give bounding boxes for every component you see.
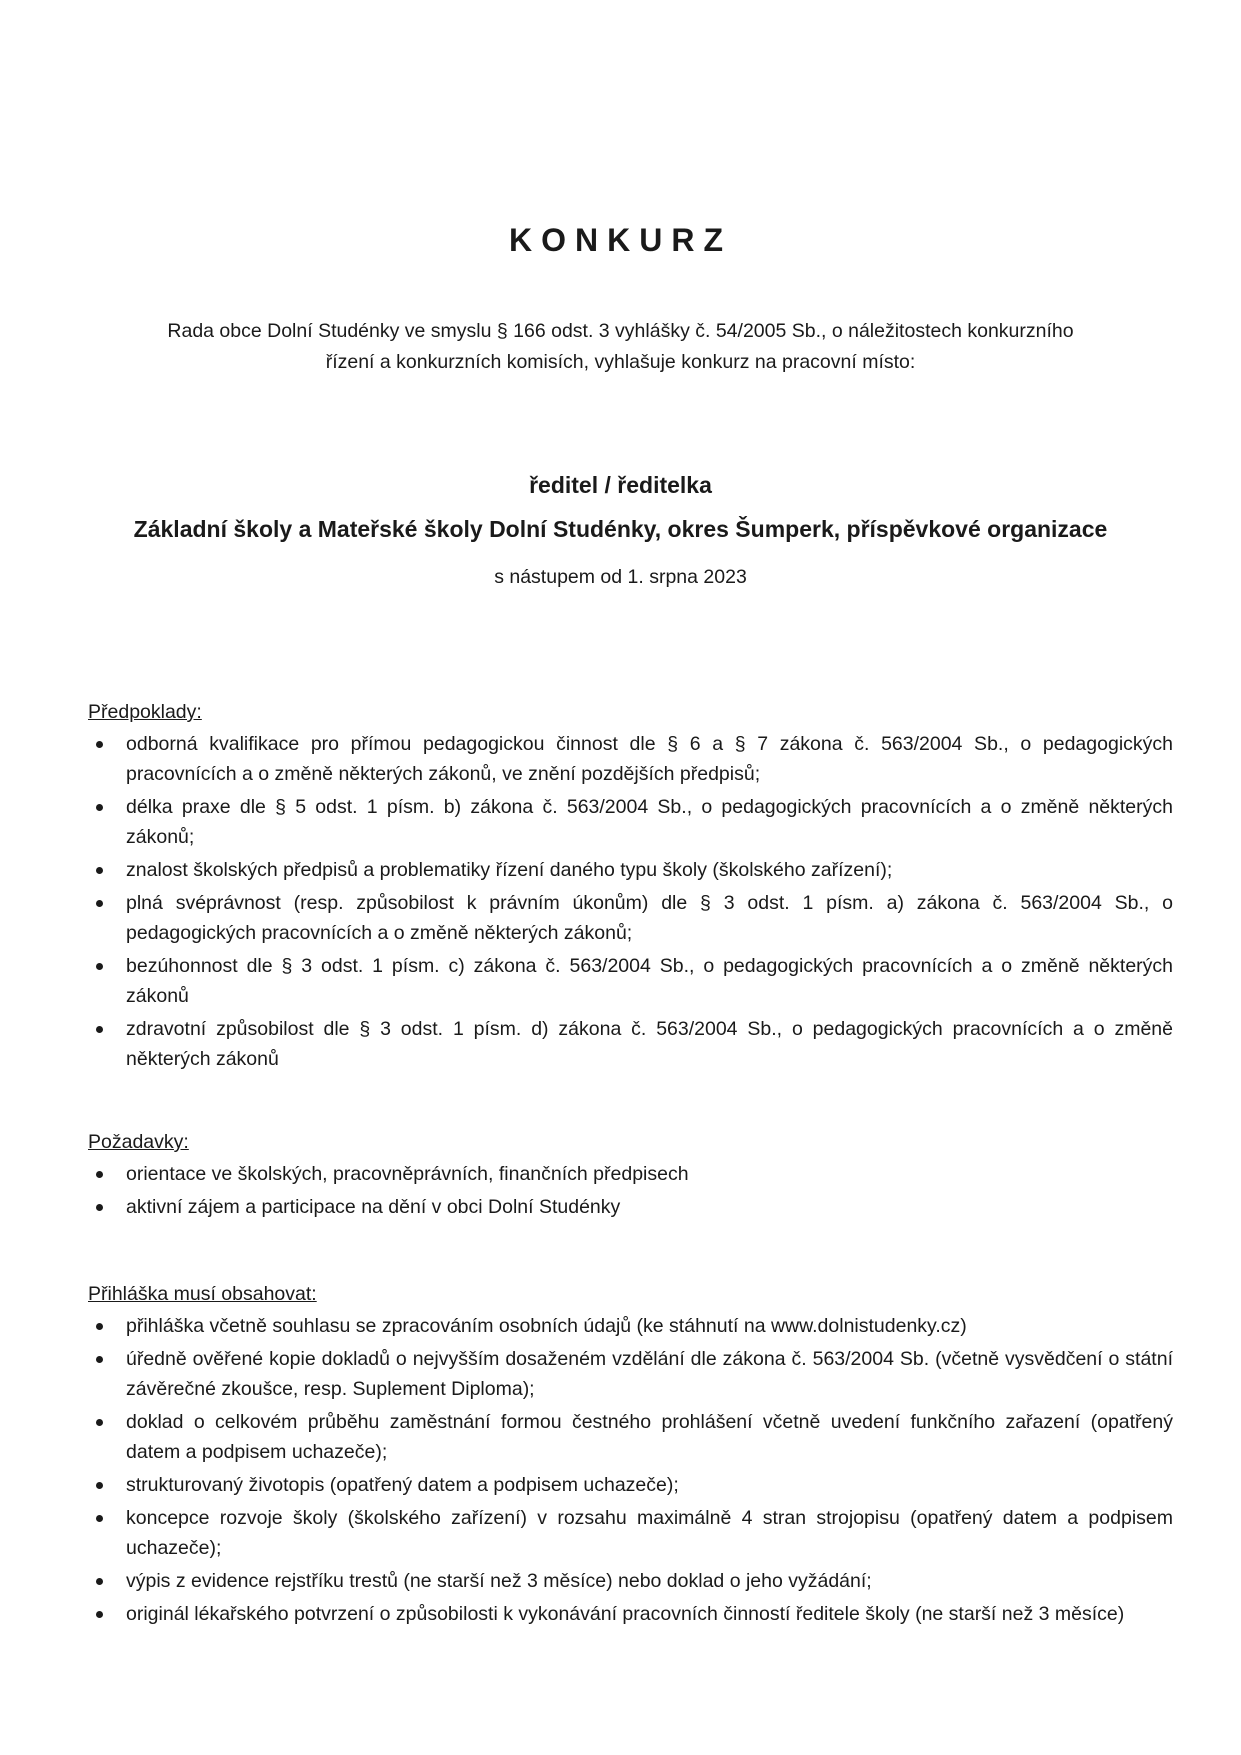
bullet-icon <box>96 1482 103 1489</box>
list-item-text: originál lékařského potvrzení o způsobilosti k vykonávání pracovních činností ředitele školy (ne starší než 3 měsíce) <box>126 1603 1125 1625</box>
list-item <box>88 1311 1173 1341</box>
bullet-icon <box>96 1204 103 1211</box>
start-date: s nástupem od 1. srpna 2023 <box>494 566 747 588</box>
list-item-text: bezúhonnost dle § 3 odst. 1 písm. c) zákona č. 563/2004 Sb., o pedagogických pracovnících a o změně některých zákonů <box>126 955 1173 1007</box>
bullet-icon <box>96 963 103 970</box>
list-item <box>88 1407 1173 1467</box>
bullet-icon <box>96 1611 103 1618</box>
list-item <box>88 729 1173 789</box>
list-item-text: orientace ve školských, pracovněprávních, finančních předpisech <box>126 1163 689 1185</box>
section-pozadavky <box>88 1127 1173 1225</box>
list-item <box>88 1566 1173 1596</box>
list-item-text: strukturovaný životopis (opatřený datem a podpisem uchazeče); <box>126 1474 679 1496</box>
list-item <box>88 1599 1173 1629</box>
bullet-icon <box>96 1171 103 1178</box>
list-item <box>88 1470 1173 1500</box>
document-title: KONKURZ <box>509 222 732 258</box>
intro-line-1: Rada obce Dolní Studénky ve smyslu § 166 odst. 3 vyhlášky č. 54/2005 Sb., o náležitostech konkurzního <box>167 320 1074 342</box>
bullet-icon <box>96 741 103 748</box>
list-item <box>88 1192 1173 1222</box>
list-item-text: přihláška včetně souhlasu se zpracováním osobních údajů (ke stáhnutí na www.dolnistudenky.cz) <box>126 1315 967 1337</box>
bullet-icon <box>96 1419 103 1426</box>
list-item-text: úředně ověřené kopie dokladů o nejvyšším dosaženém vzdělání dle zákona č. 563/2004 Sb. (včetně vysvědčení o státní závěrečné zkoušce, resp. Suplement Diploma); <box>126 1348 1173 1400</box>
section-heading: Přihláška musí obsahovat: <box>88 1283 317 1305</box>
predpoklady-list <box>88 729 1173 1074</box>
position-title: ředitel / ředitelka <box>529 472 712 498</box>
section-prihlaska <box>88 1279 1173 1632</box>
bullet-icon <box>96 804 103 811</box>
intro-paragraph <box>100 316 1141 378</box>
list-item-text: doklad o celkovém průběhu zaměstnání formou čestného prohlášení včetně uvedení funkčního zařazení (opatřený datem a podpisem uchazeče); <box>126 1411 1173 1463</box>
bullet-icon <box>96 867 103 874</box>
list-item-text: znalost školských předpisů a problematiky řízení daného typu školy (školského zařízení); <box>126 859 893 881</box>
bullet-icon <box>96 1356 103 1363</box>
section-predpoklady <box>88 697 1173 1077</box>
prihlaska-list <box>88 1311 1173 1629</box>
list-item-text: plná svéprávnost (resp. způsobilost k právním úkonům) dle § 3 odst. 1 písm. a) zákona č. 563/2004 Sb., o pedagogických pracovnících a o změně některých zákonů; <box>126 892 1173 944</box>
intro-line-2: řízení a konkurzních komisích, vyhlašuje konkurz na pracovní místo: <box>325 351 916 373</box>
section-heading: Požadavky: <box>88 1131 189 1153</box>
list-item <box>88 1503 1173 1563</box>
bullet-icon <box>96 1578 103 1585</box>
bullet-icon <box>96 900 103 907</box>
list-item-text: odborná kvalifikace pro přímou pedagogickou činnost dle § 6 a § 7 zákona č. 563/2004 Sb., o pedagogických pracovnících a o změně některých zákonů, ve znění pozdějších předpisů; <box>126 733 1173 785</box>
list-item <box>88 1159 1173 1189</box>
list-item-text: aktivní zájem a participace na dění v obci Dolní Studénky <box>126 1196 621 1218</box>
list-item <box>88 951 1173 1011</box>
bullet-icon <box>96 1323 103 1330</box>
list-item-text: koncepce rozvoje školy (školského zařízení) v rozsahu maximálně 4 stran strojopisu (opatřený datem a podpisem uchazeče); <box>126 1507 1173 1559</box>
bullet-icon <box>96 1515 103 1522</box>
list-item <box>88 792 1173 852</box>
list-item <box>88 855 1173 885</box>
list-item-text: zdravotní způsobilost dle § 3 odst. 1 písm. d) zákona č. 563/2004 Sb., o pedagogických pracovnících a o změně některých zákonů <box>126 1018 1173 1070</box>
pozadavky-list <box>88 1159 1173 1222</box>
list-item-text: délka praxe dle § 5 odst. 1 písm. b) zákona č. 563/2004 Sb., o pedagogických pracovnících a o změně některých zákonů; <box>126 796 1173 848</box>
list-item <box>88 1344 1173 1404</box>
list-item <box>88 1014 1173 1074</box>
list-item <box>88 888 1173 948</box>
list-item-text: výpis z evidence rejstříku trestů (ne starší než 3 měsíce) nebo doklad o jeho vyžádání; <box>126 1570 872 1592</box>
bullet-icon <box>96 1026 103 1033</box>
school-name: Základní školy a Mateřské školy Dolní Studénky, okres Šumperk, příspěvkové organizace <box>133 516 1108 542</box>
section-heading: Předpoklady: <box>88 701 202 723</box>
